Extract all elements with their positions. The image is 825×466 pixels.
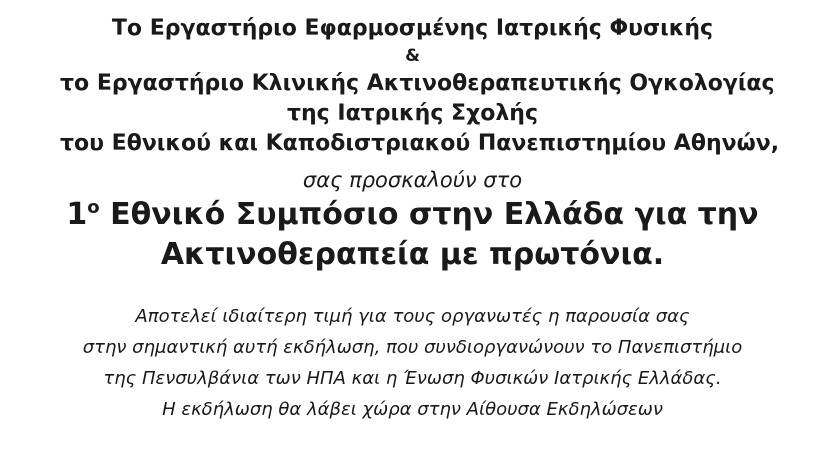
event-title-line-2: Ακτινοθεραπεία με πρωτόνια.	[160, 237, 665, 272]
event-title-line-1	[60, 195, 765, 235]
header-line-1: Το Εργαστήριο Εφαρμοσμένης Ιατρικής Φυσικής	[111, 16, 714, 41]
event-ordinal-suffix: ο	[87, 197, 100, 218]
header-line-3: της Ιατρικής Σχολής	[286, 101, 538, 126]
invitation-text: σας προσκαλούν στο	[302, 168, 523, 192]
body-line-2: στην σημαντική αυτή εκδήλωση, που συνδιοργανώνουν το Πανεπιστήμιο	[82, 337, 743, 358]
body-line-3: της Πενσυλβάνια των ΗΠΑ και η Ένωση Φυσικών Ιατρικής Ελλάδας.	[103, 368, 722, 389]
spacer-after-title	[60, 275, 765, 301]
header-line-2: το Εργαστήριο Κλινικής Ακτινοθεραπευτικής Ογκολογίας	[60, 71, 775, 96]
event-ordinal-number: 1	[66, 197, 88, 232]
header-ampersand: &	[405, 46, 420, 66]
body-line-1: Αποτελεί ιδιαίτερη τιμή για τους οργανωτές η παρουσία σας	[135, 306, 690, 327]
body-line-4: Η εκδήλωση θα λάβει χώρα στην Αίθουσα Εκδηλώσεων	[162, 399, 663, 420]
event-title-line-1-rest: Εθνικό Συμπόσιο στην Ελλάδα για την	[99, 197, 759, 232]
header-line-4: του Εθνικού και Καποδιστριακού Πανεπιστημίου Αθηνών,	[60, 131, 780, 156]
